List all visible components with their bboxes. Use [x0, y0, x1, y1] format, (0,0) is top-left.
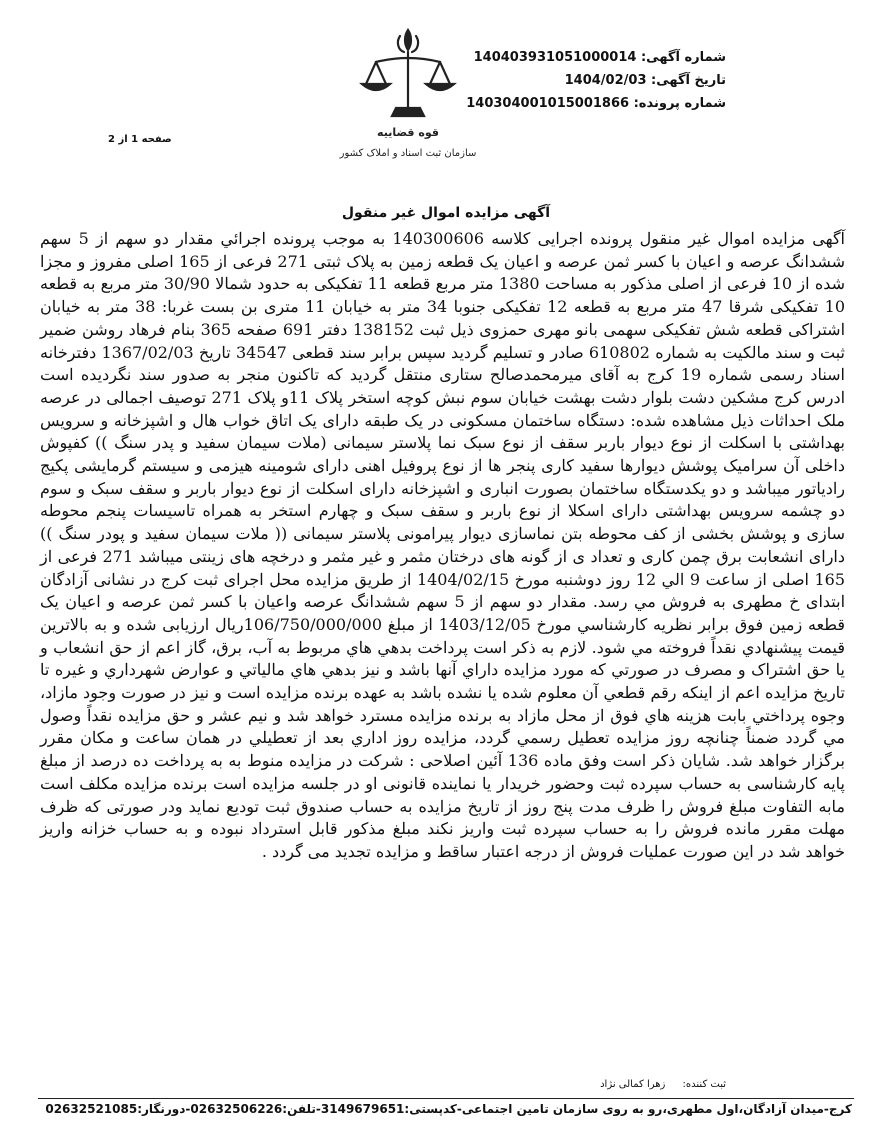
ad-date-label: تاریخ آگهی:	[651, 73, 726, 88]
notice-body: آگهی مزایده اموال غیر منقول پرونده اجرایی کلاسه 140300606 به موجب پرونده اجرائي مقدار دو سهم از 5 سهم ششدانگ عرصه و اعيان با كسر ثمن عرصه و اعيان يک قطعه زمين به پلاک ثبتی 271 فرعی از 165 اصلی مفروز و مجزا شده از 10 فرعی از اصلی مذکور به مساحت 1380 متر مربع قطعه 11 تفکیکی به حدود شمالا 30/90 متر مربع به قطعه 10 تفکیکی شرقا 47 متر مربع به قطعه 12 تفکیکی جنوبا 34 متر به خیابان 11 متری بن بست غربا: 38 متر به خیابان اشتراکی قطعه شش تفکیکی سهمی بانو مهری حمزوی ذیل ثبت 138152 دفتر 691 صفحه 365 بنام فرهاد روشن ضمیر ثبت و سند مالکیت به شماره 610802 صادر و تسلیم گردید سپس برابر سند قطعی 34547 تاریخ 1367/02/03 دفترخانه اسناد رسمی شماره 19 کرج به آقای میرمحمدصالح ستاری منتقل گردید که تاکنون منجر به صدور سند نگردیده است ادرس کرج مشکین دشت بلوار دشت بهشت خیابان سوم نبش کوچه استخر پلاک 11و پلاک 271 توصیف اجمالی در عرصه ملک احداثات ذیل مشاهده شده: دستگاه ساختمان مسکونی در یک طبقه دارای یک اتاق خواب هال و اشپزخانه و سرویس بهداشتی با اسکلت از نوع دیوار باربر سقف از نوع سبک نما پلاستر سیمانی (ملات سیمان سفید و پدر سنگ )) کفپوش داخلی آن سرامیک پوشش دیوارها سفید کاری پنجر ها از نوع پروفیل اهنی دارای شومینه هیزمی و سیستم گرمایشی پکیج رادیاتور میباشد و دو یکدستگاه ساختمان بصورت انباری و اشپزخانه دارای اسکلت از نوع دیوار باربر و سقف سبک و سوم دو چشمه سرویس بهداشتی دارای اسکلا از نوع باربر و سقف سبک و چهارم استخر به همراه تاسیسات پنجم محوطه سازی و پوشش بخشی از کف محوطه بتن نماسازی دیوار پیرامونی پلاستر سیمانی (( ملات سیمان سفید و پودر سنگ )) دارای انشعابت برق چمن کاری و تعداد ی از گونه های درختان مثمر و غیر مثمر و درخچه های زینتی میباشد 271 فرعی از 165 اصلی از ساعت 9 الي 12 روز دوشنبه مورخ 1404/02/15 از طريق مزايده محل اجرای ثبت کرج در نشانی آزادگان ابتدای خ مطهری به فروش مي رسد. مقدار دو سهم از 5 سهم ششدانگ عرصه واعيان با كسر ثمن عرصه و اعيان يک قطعه زمين فوق برابر نظريه كارشناسي مورخ 1403/12/05 از مبلغ 106/750/000/000ريال ارزيابی شده و به بالاترين قيمت پيشنهادي نقداً فروخته مي شود. لازم به ذكر است پرداخت بدهي هاي مربوط به آب، برق، گاز اعم از حق انشعاب و يا حق اشتراک و مصرف در صورتي كه مورد مزايده داراي آنها باشد و نيز بدهي هاي مالياتي و عوارض شهرداري و غيره تا تاريخ مزايده اعم از اينكه رقم قطعي آن معلوم شده يا نشده باشد به عهده برنده مزايده است و نيز در صورت وجود مازاد، وجوه پرداختي بابت هزينه هاي فوق از محل مازاد به برنده مزايده مسترد خواهد شد و نيم عشر و حق مزايده نقداً وصول مي گردد ضمناً چنانچه روز مزايده تعطيل رسمي گردد، مزايده روز اداري بعد از تعطيلي در همان ساعت و مكان مقرر برگزار خواهد شد. شایان ذکر است وفق ماده 136 آئین اصلاحی : شرکت در مزایده منوط به به پرداخت ده درصد از مبلغ پایه کارشناسی به حساب سپرده ثبت وحضور خریدار یا نماینده قانونی او در جلسه مزایده است برنده مزایده مکلف است مابه التفاوت مبلغ فروش را ظرف مدت پنج روز از تاریخ مزایده به حساب صندوق ثبت توديع نماید ودر صورتی که ظرف مهلت مقرر مانده فروش را به حساب سپرده ثبت واریز نکند مبلغ مذکور قابل استرداد نبوده و به حساب خزانه واریز خواهد شد در این صورت عملیات فروش از درجه اعتبار ساقط و مزایده تجدید می گردد .	[40, 229, 846, 861]
emblem-top-text: قوه قضاییه	[377, 126, 439, 139]
case-number-row	[466, 92, 726, 115]
registrar-label: ثبت کننده:	[682, 1079, 726, 1090]
registrar-name: زهرا کمالی نژاد	[600, 1079, 666, 1090]
emblem-bottom-text: سازمان ثبت اسناد و املاک کشور	[339, 148, 477, 159]
ad-number-label: شماره آگهی:	[640, 50, 726, 65]
case-number-value: 140304001015001866	[466, 96, 630, 111]
judiciary-emblem-logo	[338, 22, 478, 167]
footer-divider	[38, 1098, 854, 1099]
ad-number-value: 140403931051000014	[473, 50, 637, 65]
registrar-line	[600, 1079, 726, 1090]
ad-date-value: 1404/02/03	[564, 73, 647, 88]
case-number-label: شماره پرونده:	[633, 96, 726, 111]
ad-date-row	[466, 69, 726, 92]
ad-number-row	[466, 46, 726, 69]
notice-title: آگهی مزایده اموال غیر منقول	[341, 205, 551, 221]
page-indicator: صفحه 1 از 2	[108, 134, 172, 145]
notice-metadata	[466, 46, 726, 115]
office-address: کرج-میدان آزادگان،اول مطهری،رو به روی سازمان تامین اجتماعی-کدپستی:3149679651-تلفن:02632506226-دورنگار:02632521085	[45, 1102, 852, 1116]
